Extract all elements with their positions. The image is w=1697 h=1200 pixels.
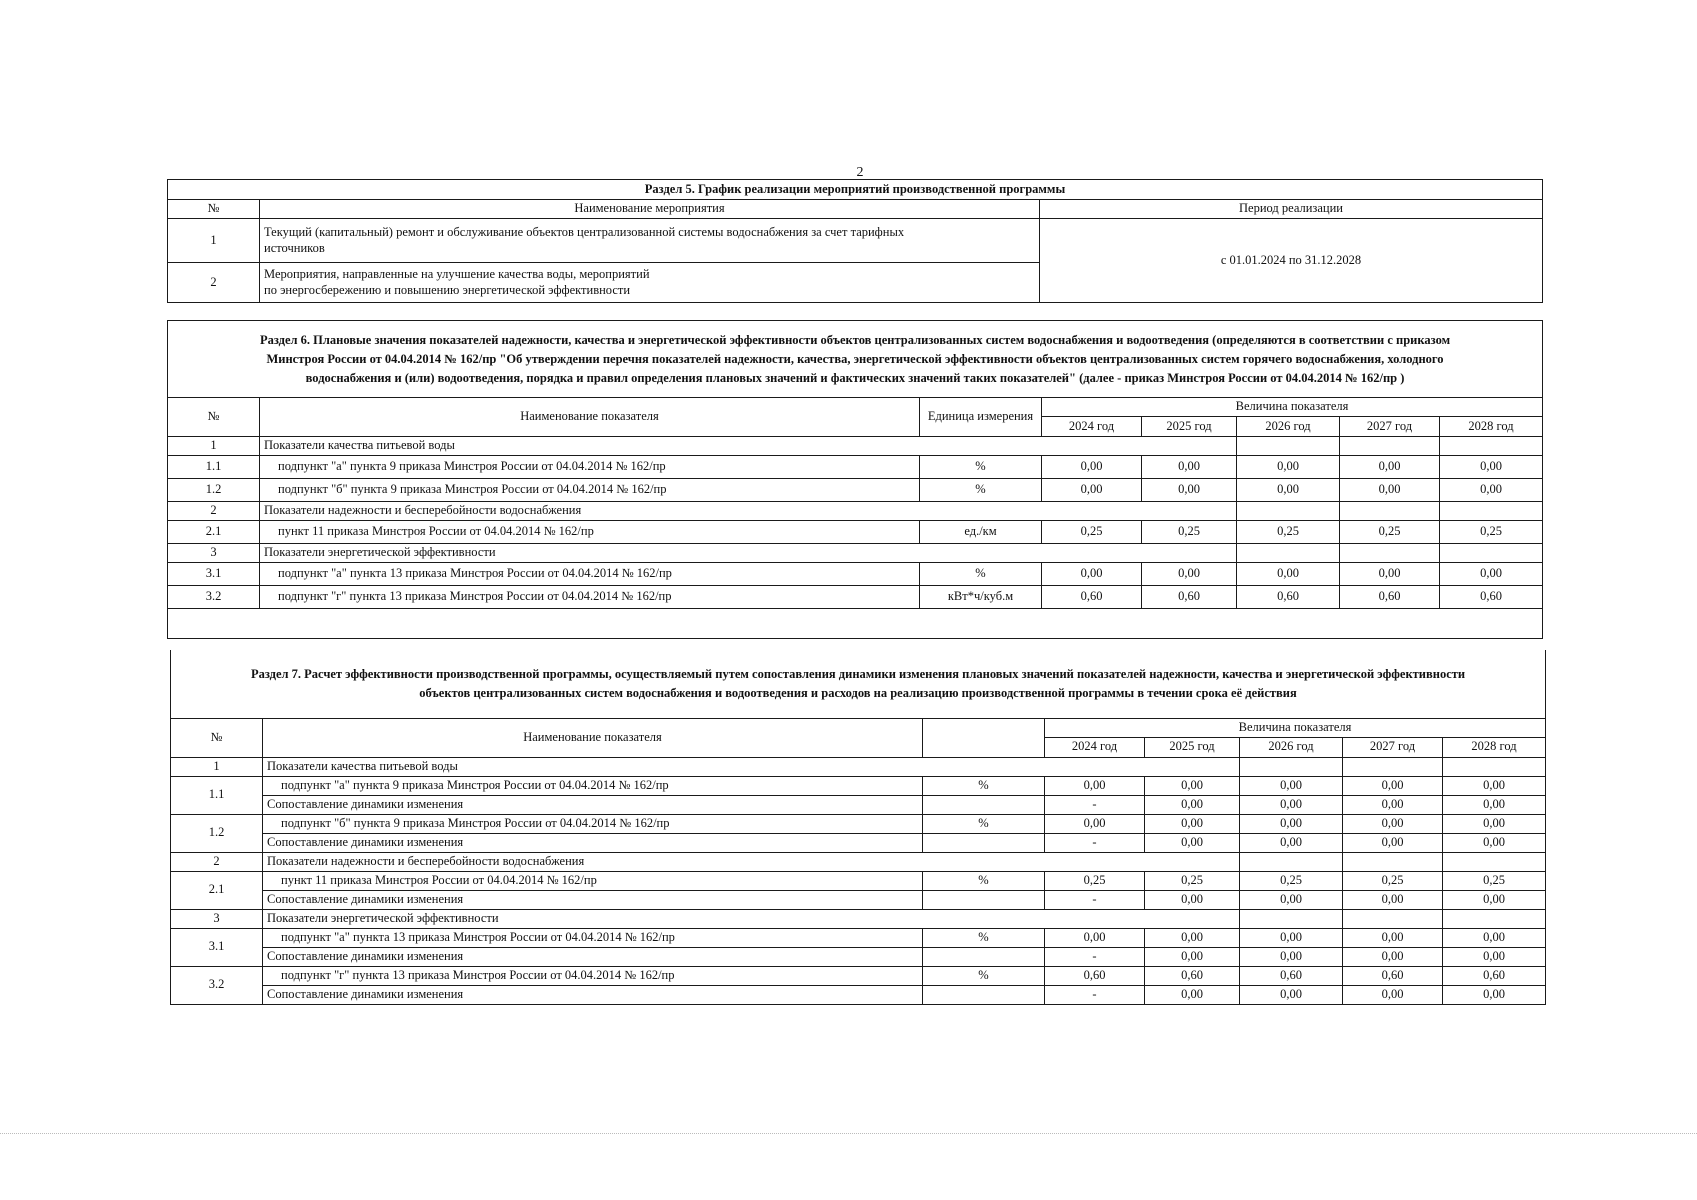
- s7-col-value: Величина показателя: [1045, 718, 1546, 737]
- s5-row-num: 1: [168, 219, 260, 263]
- table-row: 3 Показатели энергетической эффективности: [168, 544, 1543, 563]
- table-row: 3.2 подпункт "г" пункта 13 приказа Минстроя России от 04.04.2014 № 162/пр % 0,60 0,60 0,60 0,60 0,60: [171, 966, 1546, 985]
- s6-year: 2025 год: [1142, 417, 1237, 437]
- table-row: 3.1 подпункт "а" пункта 13 приказа Минстроя России от 04.04.2014 № 162/пр % 0,00 0,00 0,00 0,00 0,00: [168, 563, 1543, 586]
- table-row: 1.1 подпункт "а" пункта 9 приказа Минстроя России от 04.04.2014 № 162/пр % 0,00 0,00 0,00 0,00 0,00: [168, 456, 1543, 479]
- table-row: 1.2 подпункт "б" пункта 9 приказа Минстроя России от 04.04.2014 № 162/пр % 0,00 0,00 0,00 0,00 0,00: [168, 479, 1543, 502]
- s5-row-name: Мероприятия, направленные на улучшение качества воды, мероприятий по энергосбережению и повышению энергетической эффективности: [260, 263, 1040, 303]
- table-row: 3.1 подпункт "а" пункта 13 приказа Минстроя России от 04.04.2014 № 162/пр % 0,00 0,00 0,00 0,00 0,00: [171, 928, 1546, 947]
- section5-table: [167, 179, 1543, 303]
- s7-col-name: Наименование показателя: [263, 718, 923, 757]
- table-row: Сопоставление динамики изменения - 0,00 0,00 0,00 0,00: [171, 795, 1546, 814]
- s7-year: 2027 год: [1343, 737, 1443, 757]
- s6-year: 2024 год: [1042, 417, 1142, 437]
- s5-row-name: Текущий (капитальный) ремонт и обслуживание объектов централизованной системы водоснабжения за счет тарифных источников: [260, 219, 1040, 263]
- table-row: 2.1 пункт 11 приказа Минстроя России от 04.04.2014 № 162/пр ед./км 0,25 0,25 0,25 0,25 0,25: [168, 521, 1543, 544]
- table-row: 3.2 подпункт "г" пункта 13 приказа Минстроя России от 04.04.2014 № 162/пр кВт*ч/куб.м 0,60 0,60 0,60 0,60 0,60: [168, 586, 1543, 609]
- table-row: 1 Показатели качества питьевой воды: [168, 437, 1543, 456]
- s6-col-num: №: [168, 398, 260, 437]
- s5-row-num: 2: [168, 263, 260, 303]
- group-name: Показатели качества питьевой воды: [260, 437, 1237, 456]
- table-row: Сопоставление динамики изменения - 0,00 0,00 0,00 0,00: [171, 947, 1546, 966]
- s5-period-value: с 01.01.2024 по 31.12.2028: [1040, 219, 1543, 303]
- group-name: Показатели качества питьевой воды: [263, 757, 1240, 776]
- s7-year: 2026 год: [1240, 737, 1343, 757]
- group-name: Показатели надежности и бесперебойности водоснабжения: [260, 502, 1237, 521]
- section7-table: [170, 650, 1546, 1005]
- s7-col-num: №: [171, 718, 263, 757]
- section6-table: [167, 320, 1543, 639]
- s6-col-unit: Единица измерения: [920, 398, 1042, 437]
- section6-title: Раздел 6. Плановые значения показателей надежности, качества и энергетической эффективности объектов централизованных систем водоснабжения и водоотведения (определяются в соответствии с приказом Минстроя России от 04.04.2014 № 162/пр "Об утверждении перечня показателей надежности, качества, энергетической эффективности объектов централизованных систем горячего водоснабжения, холодного водоснабжения и (или) водоотведения, порядка и правил определения плановых значений и фактических значений таких показателей" (далее - приказ Минстроя России от 04.04.2014 № 162/пр ): [168, 321, 1543, 398]
- section7-title: Раздел 7. Расчет эффективности производственной программы, осуществляемый путем сопоставления динамики изменения плановых значений показателей надежности, качества и энергетической эффективности объектов централизованных систем водоснабжения и водоотведения и расходов на реализацию производственной программы в течении срока её действия: [171, 650, 1546, 718]
- s6-year: 2028 год: [1440, 417, 1543, 437]
- group-name: Показатели надежности и бесперебойности водоснабжения: [263, 852, 1240, 871]
- table-row: 3 Показатели энергетической эффективности: [171, 909, 1546, 928]
- table-row: Сопоставление динамики изменения - 0,00 0,00 0,00 0,00: [171, 985, 1546, 1004]
- table-row: 2 Показатели надежности и бесперебойности водоснабжения: [168, 502, 1543, 521]
- s5-col-name: Наименование мероприятия: [260, 200, 1040, 219]
- s6-col-name: Наименование показателя: [260, 398, 920, 437]
- group-name: Показатели энергетической эффективности: [263, 909, 1240, 928]
- s7-year: 2024 год: [1045, 737, 1145, 757]
- s6-year: 2026 год: [1237, 417, 1340, 437]
- page-number: 2: [856, 165, 864, 180]
- s5-col-period: Период реализации: [1040, 200, 1543, 219]
- s7-year: 2025 год: [1145, 737, 1240, 757]
- table-row: 2.1 пункт 11 приказа Минстроя России от 04.04.2014 № 162/пр % 0,25 0,25 0,25 0,25 0,25: [171, 871, 1546, 890]
- table-row: 1.2 подпункт "б" пункта 9 приказа Минстроя России от 04.04.2014 № 162/пр % 0,00 0,00 0,00 0,00 0,00: [171, 814, 1546, 833]
- s6-year: 2027 год: [1340, 417, 1440, 437]
- table-row: 1.1 подпункт "а" пункта 9 приказа Минстроя России от 04.04.2014 № 162/пр % 0,00 0,00 0,00 0,00 0,00: [171, 776, 1546, 795]
- table-row: 1 Показатели качества питьевой воды: [171, 757, 1546, 776]
- table-row: Сопоставление динамики изменения - 0,00 0,00 0,00 0,00: [171, 833, 1546, 852]
- table-row: Сопоставление динамики изменения - 0,00 0,00 0,00 0,00: [171, 890, 1546, 909]
- s5-col-num: №: [168, 200, 260, 219]
- group-name: Показатели энергетической эффективности: [260, 544, 1237, 563]
- table-row: 2 Показатели надежности и бесперебойности водоснабжения: [171, 852, 1546, 871]
- section5-title: Раздел 5. График реализации мероприятий производственной программы: [168, 180, 1543, 200]
- s7-year: 2028 год: [1443, 737, 1546, 757]
- s6-col-value: Величина показателя: [1042, 398, 1543, 417]
- scan-artifact-line: [0, 1133, 1697, 1135]
